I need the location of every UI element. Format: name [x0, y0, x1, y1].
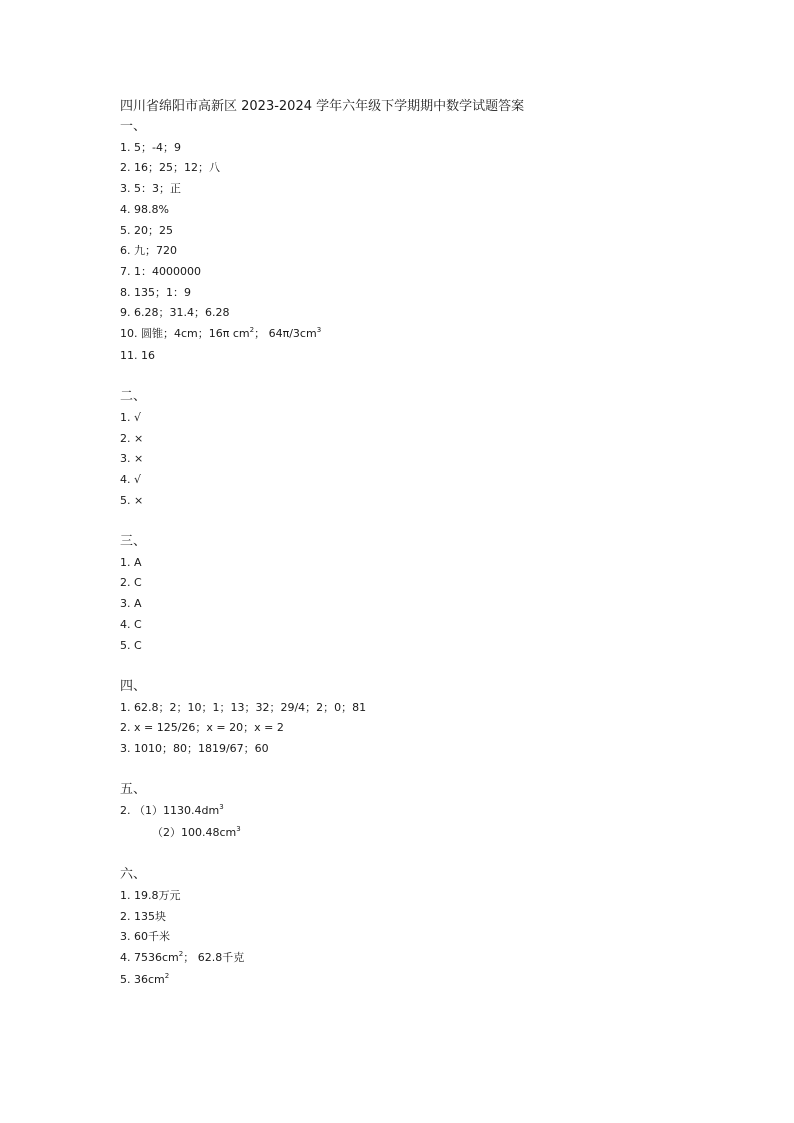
answer-line: 3. 60千米	[120, 930, 170, 944]
answer-line	[120, 801, 760, 823]
answer-line: 11. 16	[120, 348, 155, 362]
section-heading: 三、	[120, 534, 147, 550]
superscript: 2	[178, 950, 184, 959]
section-5	[120, 780, 760, 844]
answer-line: 1. A	[120, 555, 142, 569]
answer-line: 5. ×	[120, 493, 144, 507]
answer-line: 8. 135；1：9	[120, 285, 191, 299]
answer-line: 1. 5；-4；9	[120, 140, 181, 154]
superscript: 2	[164, 971, 170, 980]
answer-line: 3. ×	[120, 452, 144, 466]
answer-line: 6. 九；720	[120, 244, 177, 258]
answer-line: 2. 135块	[120, 909, 166, 923]
spacer	[120, 760, 760, 781]
answer-document	[120, 97, 760, 991]
answer-line: 9. 6.28；31.4；6.28	[120, 306, 230, 320]
section-heading: 四、	[120, 678, 147, 694]
document-title: 四川省绵阳市高新区 2023-2024 学年六年级下学期期中数学试题答案	[120, 99, 525, 114]
spacer	[120, 366, 760, 387]
answer-line: 3. 5：3；正	[120, 182, 181, 196]
answer-line: 5. 20；25	[120, 223, 173, 237]
answer-line: 4. 98.8%	[120, 202, 169, 216]
section-3	[120, 532, 760, 656]
answer-line	[120, 948, 760, 970]
section-heading: 二、	[120, 389, 147, 405]
section-4	[120, 677, 760, 760]
section-1	[120, 117, 760, 366]
answer-text: 10. 圆锥；4cm；16π cm	[120, 327, 250, 341]
spacer	[120, 511, 760, 532]
answer-line: 1. √	[120, 410, 142, 424]
answer-line: 2. x = 125/26；x = 20；x = 2	[120, 721, 284, 735]
superscript: 2	[249, 326, 255, 335]
answer-text: ； 64π/3cm	[254, 327, 317, 341]
section-heading: 六、	[120, 867, 147, 883]
answer-line	[120, 970, 760, 992]
answer-line	[120, 823, 760, 845]
answer-line-10	[120, 324, 760, 346]
superscript: 3	[219, 803, 224, 812]
section-heading: 一、	[120, 119, 147, 134]
answer-text: 5. 36cm	[120, 972, 165, 986]
answer-text: ； 62.8千克	[183, 951, 245, 965]
answer-line: 2. C	[120, 576, 142, 590]
answer-text: （2）100.48cm	[152, 825, 237, 839]
answer-line: 1. 19.8万元	[120, 888, 181, 902]
section-2	[120, 387, 760, 511]
section-heading: 五、	[120, 782, 147, 798]
superscript: 3	[316, 326, 322, 335]
answer-line: 7. 1：4000000	[120, 264, 201, 278]
answer-line: 3. 1010；80；1819/67；60	[120, 742, 269, 756]
answer-text: 4. 7536cm	[120, 951, 179, 965]
answer-line: 3. A	[120, 597, 142, 611]
answer-line: 4. √	[120, 472, 142, 486]
answer-line: 2. ×	[120, 431, 144, 445]
answer-line: 2. 16；25；12；八	[120, 161, 220, 175]
section-6	[120, 865, 760, 991]
answer-line: 5. C	[120, 638, 142, 652]
answer-line: 1. 62.8；2；10；1；13；32；29/4；2；0；81	[120, 700, 367, 714]
spacer	[120, 845, 760, 866]
answer-line: 4. C	[120, 617, 142, 631]
spacer	[120, 656, 760, 677]
answer-text: 2. （1）1130.4dm	[120, 804, 220, 818]
superscript: 3	[236, 824, 241, 833]
